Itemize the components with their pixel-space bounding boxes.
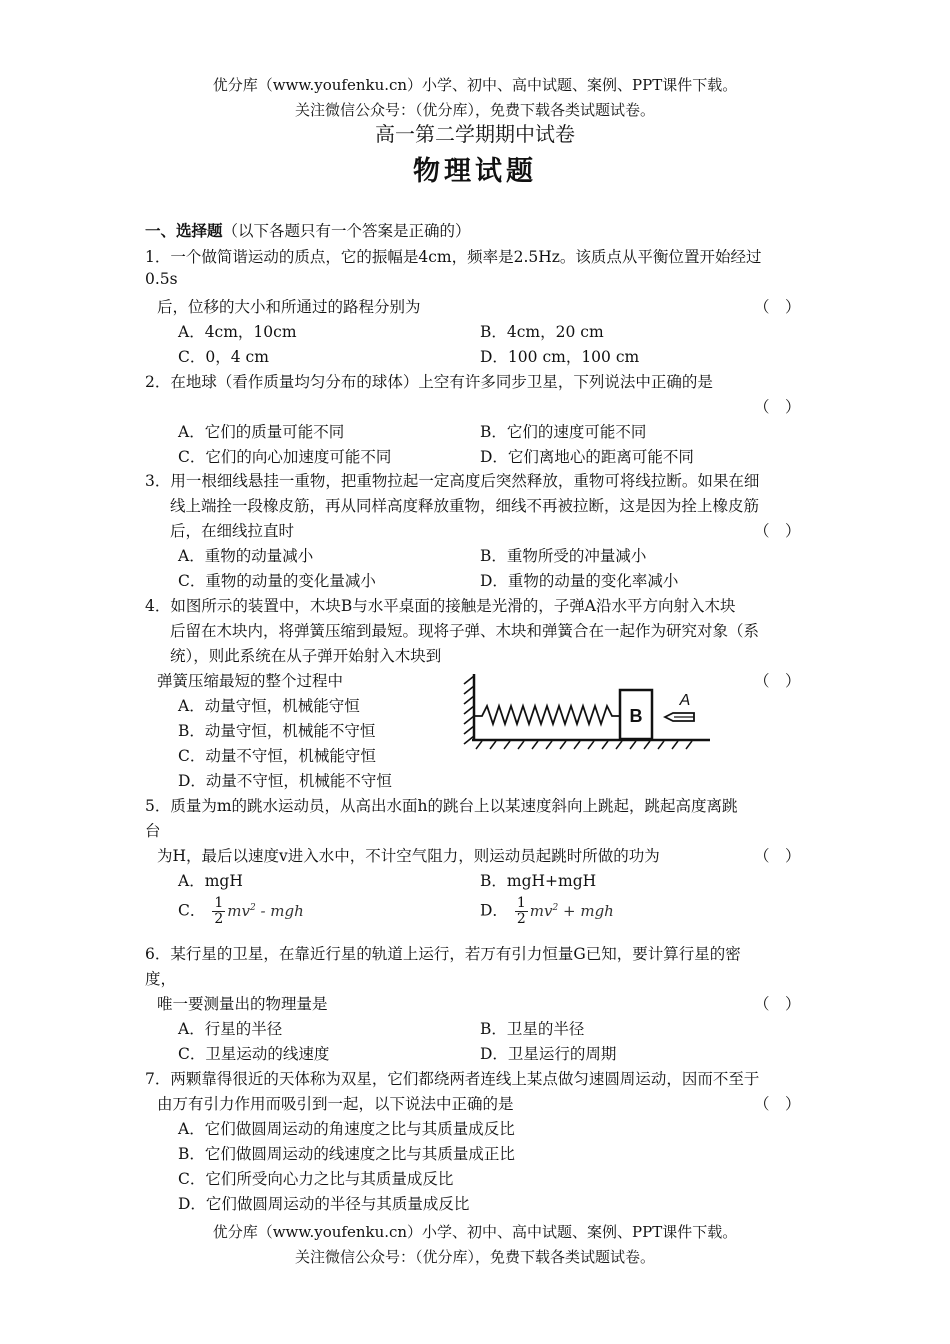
q6-option-d: D．卫星运行的周期	[480, 1045, 617, 1063]
q7-stem-line2: 由万有引力作用而吸引到一起，以下说法中正确的是	[157, 1095, 514, 1113]
wall	[464, 674, 474, 744]
q4-option-d: D．动量不守恒，机械能不守恒	[178, 772, 392, 790]
q2-option-b: B．它们的速度可能不同	[480, 423, 647, 441]
q1-option-b: B．4cm，20 cm	[480, 323, 604, 341]
q5-option-c	[178, 896, 304, 927]
q5-option-a: A．mgH	[178, 872, 243, 890]
q5-answer-paren: （ ）	[754, 847, 801, 865]
q3-stem-line3: 后，在细线拉直时	[170, 522, 295, 540]
q2-stem-line1: 2．在地球（看作质量均匀分布的球体）上空有许多同步卫星，下列说法中正确的是	[145, 373, 713, 391]
q4-stem-line3: 统），则此系统在从子弹开始射入木块到	[170, 647, 442, 665]
q6-option-c: C．卫星运动的线速度	[178, 1045, 330, 1063]
footer-line-2: 关注微信公众号：（优分库），免费下载各类试题试卷。	[294, 1248, 655, 1266]
q1-stem-line1: 1．一个做简谐运动的质点，它的振幅是4cm，频率是2.5Hz。该质点从平衡位置开始经过	[145, 248, 762, 266]
section-heading-label: 一、选择题	[145, 221, 223, 240]
section-heading-note: （以下各题只有一个答案是正确的）	[222, 222, 471, 240]
q3-stem-line1: 3．用一根细线悬挂一重物，把重物拉起一定高度后突然释放，重物可将线拉断。如果在细	[145, 472, 760, 490]
q1-option-c: C．0，4 cm	[178, 348, 269, 366]
header-line-2: 关注微信公众号：（优分库），免费下载各类试题试卷。	[294, 101, 655, 119]
q2-answer-paren: （ ）	[754, 398, 801, 416]
q4-option-c: C．动量不守恒，机械能守恒	[178, 747, 376, 765]
q6-option-b: B．卫星的半径	[480, 1020, 585, 1038]
q2-option-d: D．它们离地心的距离可能不同	[480, 448, 694, 466]
q5-option-c-fraction: $\frac{1}{2}$	[214, 895, 224, 927]
q5-option-c-expr: $mv^2$ - mgh	[227, 901, 304, 920]
q3-option-d: D．重物的动量的变化率减小	[480, 572, 679, 590]
q6-stem-line1: 6．某行星的卫星，在靠近行星的轨道上运行，若万有引力恒量G已知，要计算行星的密	[145, 945, 741, 963]
q1-option-d: D．100 cm，100 cm	[480, 348, 640, 366]
section-heading	[145, 219, 471, 241]
q5-option-c-prefix: C．	[178, 901, 206, 920]
q3-stem-line2: 线上端拴一段橡皮筋，再从同样高度释放重物，细线不再被拉断，这是因为拴上橡皮筋	[170, 497, 760, 515]
q4-answer-paren: （ ）	[754, 672, 801, 690]
q5-option-d-fraction: $\frac{1}{2}$	[516, 895, 526, 927]
q5-stem-line3: 为H，最后以速度v进入水中，不计空气阻力，则运动员起跳时所做的功为	[157, 847, 660, 865]
q7-option-c: C．它们所受向心力之比与其质量成反比	[178, 1170, 454, 1188]
bullet-a-label: A	[679, 692, 691, 709]
q5-stem-line2: 台	[145, 822, 161, 840]
header-line-1: 优分库（www.youfenku.cn）小学、初中、高中试题、案例、PPT课件下载。	[212, 76, 738, 94]
q6-answer-paren: （ ）	[754, 995, 801, 1013]
spring	[475, 706, 620, 724]
q7-option-d: D．它们做圆周运动的半径与其质量成反比	[178, 1195, 470, 1213]
q6-stem-line3: 唯一要测量出的物理量是	[157, 995, 328, 1013]
subject-title: 物理试题	[413, 156, 537, 187]
q6-stem-line2: 度，	[145, 970, 177, 988]
floor	[472, 740, 710, 749]
q5-option-d	[480, 896, 614, 927]
q3-option-b: B．重物所受的冲量减小	[480, 547, 647, 565]
q6-option-a: A．行星的半径	[178, 1020, 283, 1038]
q4-option-b: B．动量守恒，机械能不守恒	[178, 722, 376, 740]
q3-answer-paren: （ ）	[754, 522, 801, 540]
footer-line-1: 优分库（www.youfenku.cn）小学、初中、高中试题、案例、PPT课件下载。	[212, 1223, 738, 1241]
q1-stem-line2: 0.5s	[145, 270, 178, 288]
q4-stem-line1: 4．如图所示的装置中，木块B与水平桌面的接触是光滑的，子弹A沿水平方向射入木块	[145, 597, 736, 615]
q7-option-b: B．它们做圆周运动的线速度之比与其质量成正比	[178, 1145, 515, 1163]
q1-answer-paren: （ ）	[754, 298, 801, 316]
q5-stem-line1: 5．质量为m的跳水运动员，从高出水面h的跳台上以某速度斜向上跳起，跳起高度离跳	[145, 797, 738, 815]
q2-option-a: A．它们的质量可能不同	[178, 423, 345, 441]
exam-title: 高一第二学期期中试卷	[375, 122, 575, 146]
block-b-label: B	[629, 706, 643, 726]
q7-stem-line1: 7．两颗靠得很近的天体称为双星，它们都绕两者连线上某点做匀速圆周运动，因而不至于	[145, 1070, 760, 1088]
q7-answer-paren: （ ）	[754, 1095, 801, 1113]
q1-option-a: A．4cm，10cm	[178, 323, 297, 341]
q5-option-d-expr: $mv^2$ + mgh	[529, 901, 614, 920]
q7-option-a: A．它们做圆周运动的角速度之比与其质量成反比	[178, 1120, 515, 1138]
q5-option-d-prefix: D．	[480, 901, 508, 920]
q3-option-a: A．重物的动量减小	[178, 547, 314, 565]
q4-stem-line2: 后留在木块内，将弹簧压缩到最短。现将子弹、木块和弹簧合在一起作为研究对象（系	[170, 622, 760, 640]
q4-option-a: A．动量守恒，机械能守恒	[178, 697, 360, 715]
spring-block-figure	[460, 660, 720, 760]
q1-stem-line3: 后，位移的大小和所通过的路程分别为	[157, 298, 421, 316]
q3-option-c: C．重物的动量的变化量减小	[178, 572, 376, 590]
q4-stem-line4: 弹簧压缩最短的整个过程中	[157, 672, 344, 690]
q5-option-b: B．mgH+mgH	[480, 872, 597, 890]
q2-option-c: C．它们的向心加速度可能不同	[178, 448, 392, 466]
